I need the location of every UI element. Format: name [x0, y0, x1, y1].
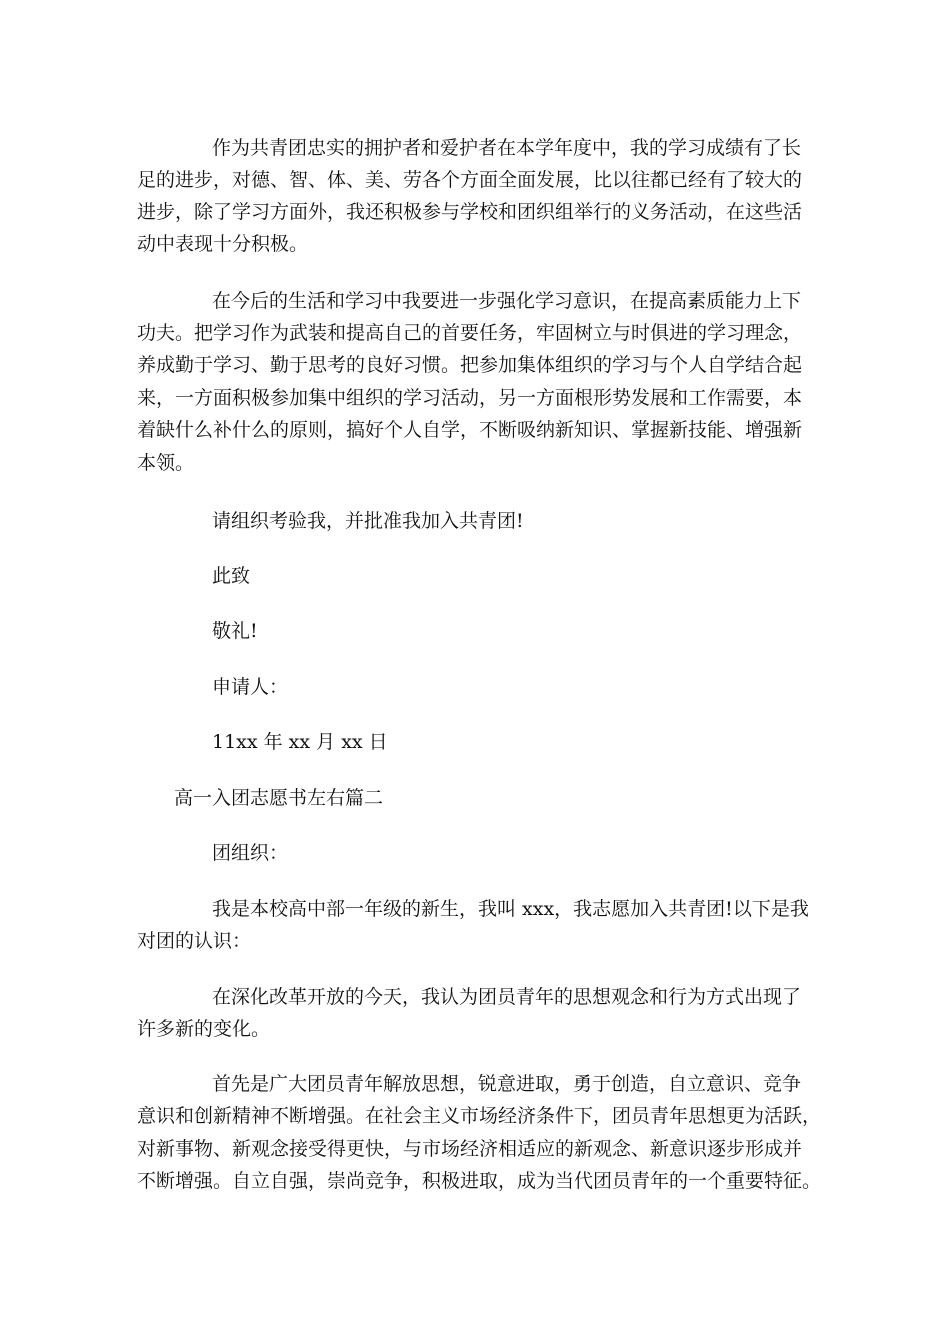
salutation: 团组织： — [212, 842, 289, 864]
applicant-label: 申请人： — [212, 676, 289, 698]
paragraph-4-line-2: 许多新的变化。 — [137, 1018, 271, 1040]
paragraph-5-line-3: 对新事物、新观念接受得更快，与市场经济相适应的新观念、新意识逐步形成并 — [137, 1138, 803, 1160]
paragraph-5-line-2: 意识和创新精神不断增强。在社会主义市场经济条件下，团员青年思想更为活跃， — [137, 1105, 822, 1127]
closing-line-1: 此致 — [212, 565, 251, 587]
section-title: 高一入团志愿书左右篇二 — [174, 787, 384, 809]
request-line: 请组织考验我，并批准我加入共青团! — [212, 510, 524, 532]
paragraph-1-line-1: 作为共青团忠实的拥护者和爱护者在本学年度中，我的学习成绩有了长 — [212, 137, 802, 159]
paragraph-4-line-1: 在深化改革开放的今天，我认为团员青年的思想观念和行为方式出现了 — [212, 986, 802, 1008]
paragraph-2-line-2: 功夫。把学习作为武装和提高自己的首要任务，牢固树立与时俱进的学习理念， — [137, 322, 803, 344]
paragraph-3-line-1: 我是本校高中部一年级的新生，我叫 xxx，我志愿加入共青团!以下是我 — [212, 898, 809, 920]
paragraph-2-line-4: 来，一方面积极参加集中组织的学习活动，另一方面根形势发展和工作需要，本 — [137, 387, 803, 409]
closing-line-2: 敬礼! — [212, 620, 258, 642]
paragraph-3-line-2: 对团的认识： — [137, 930, 252, 952]
paragraph-2-line-1: 在今后的生活和学习中我要进一步强化学习意识，在提高素质能力上下 — [212, 290, 802, 312]
paragraph-1-line-3: 进步，除了学习方面外，我还积极参与学校和团织组举行的义务活动，在这些活 — [137, 201, 803, 223]
paragraph-2-line-3: 养成勤于学习、勤于思考的良好习惯。把参加集体组织的学习与个人自学结合起 — [137, 354, 803, 376]
paragraph-1-line-4: 动中表现十分积极。 — [137, 233, 309, 255]
paragraph-2-line-6: 本领。 — [137, 452, 195, 474]
paragraph-5-line-1: 首先是广大团员青年解放思想，锐意进取，勇于创造，自立意识、竞争 — [212, 1073, 802, 1095]
date-line: 11xx 年 xx 月 xx 日 — [212, 731, 388, 753]
paragraph-2-line-5: 着缺什么补什么的原则，搞好个人自学，不断吸纳新知识、掌握新技能、增强新 — [137, 419, 803, 441]
paragraph-5-line-4: 不断增强。自立自强，崇尚竞争，积极进取，成为当代团员青年的一个重要特征。 — [137, 1170, 822, 1192]
paragraph-1-line-2: 足的进步，对德、智、体、美、劳各个方面全面发展，比以往都已经有了较大的 — [137, 169, 803, 191]
